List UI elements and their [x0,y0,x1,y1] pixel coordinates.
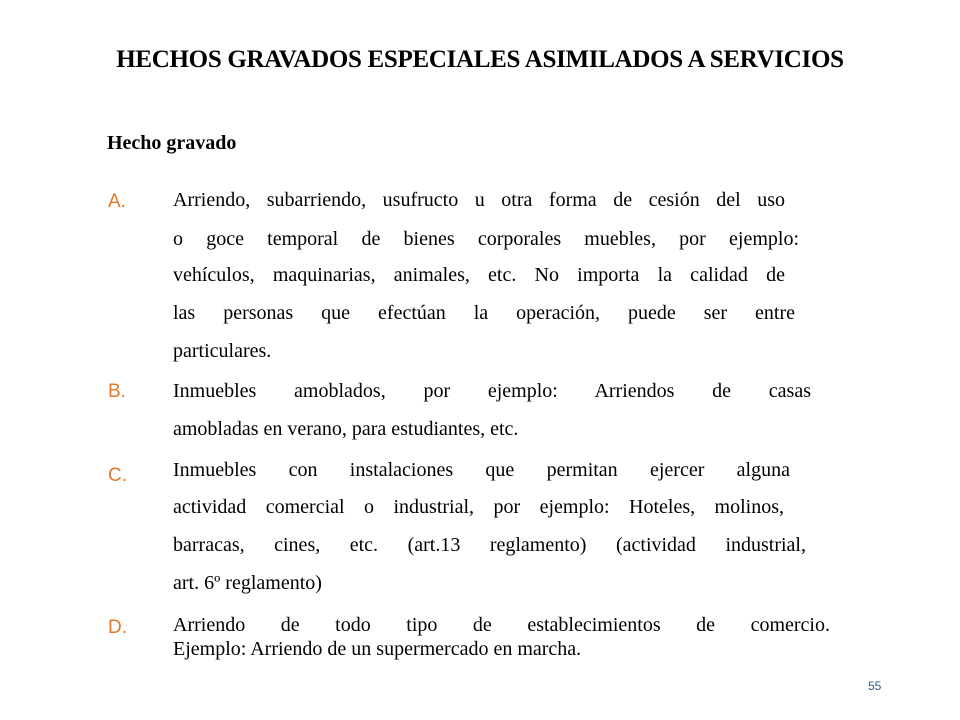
item-line: Arriendo de todo tipo de establecimientos de comercio. [173,614,830,636]
item-line: vehículos, maquinarias, animales, etc. No importa la calidad de [173,264,785,286]
item-line: amobladas en verano, para estudiantes, etc. [173,418,519,440]
item-line: art. 6º reglamento) [173,572,322,594]
item-line: Ejemplo: Arriendo de un supermercado en marcha. [173,638,582,660]
item-line: Inmuebles con instalaciones que permitan ejercer alguna [173,459,790,481]
item-letter: B. [108,381,126,402]
page-title: HECHOS GRAVADOS ESPECIALES ASIMILADOS A SERVICIOS [116,46,844,73]
item-line: particulares. [173,340,272,362]
item-letter: C. [108,465,127,486]
item-line: las personas que efectúan la operación, puede ser entre [173,302,795,324]
item-line: Inmuebles amoblados, por ejemplo: Arriendos de casas [173,380,811,402]
item-line: barracas, cines, etc. (art.13 reglamento) (actividad industrial, [173,534,806,556]
item-line: actividad comercial o industrial, por ejemplo: Hoteles, molinos, [173,496,784,518]
page-number: 55 [868,679,882,693]
item-letter: A. [108,191,126,212]
item-line: Arriendo, subarriendo, usufructo u otra forma de cesión del uso [173,189,785,211]
section-subtitle: Hecho gravado [107,132,237,154]
item-letter: D. [108,617,127,638]
item-line: o goce temporal de bienes corporales muebles, por ejemplo: [173,228,799,250]
